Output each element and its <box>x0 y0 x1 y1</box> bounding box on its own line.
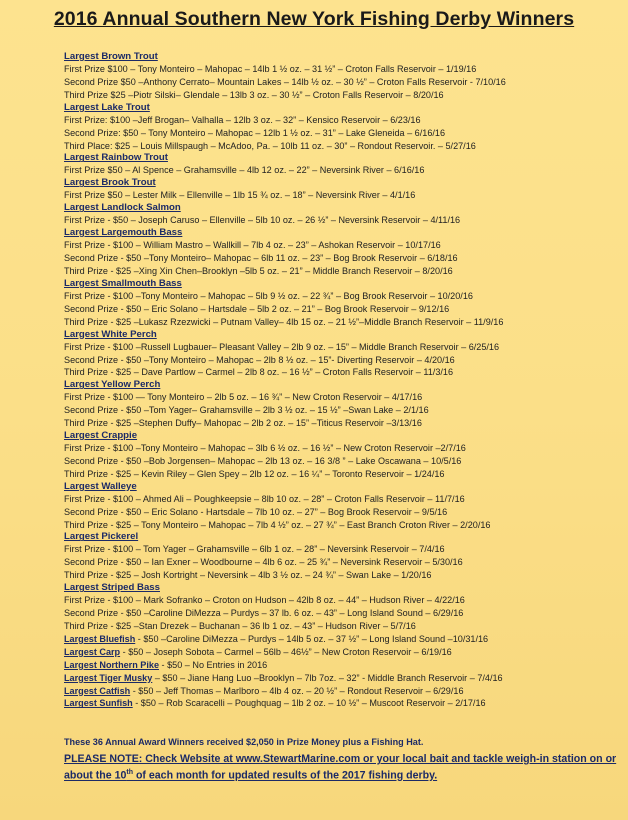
category-heading: Largest Northern Pike <box>64 659 160 670</box>
category-heading: Largest Lake Trout <box>64 101 150 113</box>
category-heading: Largest Yellow Perch <box>64 379 161 391</box>
category-group <box>64 379 624 430</box>
category-heading: Largest Smallmouth Bass <box>64 277 182 289</box>
category-heading: Largest Rainbow Trout <box>64 152 168 164</box>
category-heading: Largest Striped Bass <box>64 582 160 594</box>
winner-entry: First Prize $50 – Al Spence – Grahamsville – 4lb 12 oz. – 22” – Neversink River – 6/16/16 <box>64 165 425 176</box>
winner-entry: Third Prize - $25 – Josh Kortright – Neversink – 4lb 3 ½ oz. – 24 ¾” – Swan Lake – 1/20/16 <box>64 570 432 581</box>
category-heading: Largest Landlock Salmon <box>64 202 181 214</box>
category-group <box>64 582 624 633</box>
footer <box>64 736 624 783</box>
website-note <box>64 753 624 783</box>
category-heading: Largest Sunfish <box>64 698 133 709</box>
winner-entry: Third Prize $25 –Piotr Silski– Glendale – 13lb 3 oz. – 30 ½” – Croton Falls Reservoir – 8/20/16 <box>64 89 444 100</box>
winner-entry: First Prize - $100 – Mark Sofranko – Croton on Hudson – 42lb 8 oz. – 44” – Hudson River – 4/22/16 <box>64 595 465 606</box>
inline-category-entry <box>64 659 624 672</box>
winner-entry: Second Prize $50 –Anthony Cerrato– Mountain Lakes – 14lb ½ oz. – 30 ½” – Croton Falls Reservoir - 7/10/16 <box>64 76 506 87</box>
winner-entry: Second Prize - $50 – Eric Solano – Hartsdale – 5lb 2 oz. – 21” – Bog Brook Reservoir – 9/12/16 <box>64 303 450 314</box>
category-group <box>64 481 624 532</box>
inline-category-entry <box>64 646 624 659</box>
winner-details: - $50 – No Entries in 2016 <box>161 659 268 670</box>
winner-entry: Second Prize: $50 – Tony Monteiro – Mahopac – 12lb 1 ½ oz. – 31” – Lake Gleneida – 6/16/16 <box>64 127 446 138</box>
inline-category-entry <box>64 633 624 646</box>
page-title: 2016 Annual Southern New York Fishing Derby Winners <box>53 8 575 30</box>
winner-entry: First Prize $50 – Lester Milk – Ellenville – 1lb 15 ¾ oz. – 18” – Neversink River – 4/1/16 <box>64 190 416 201</box>
category-heading: Largest Bluefish <box>64 633 136 644</box>
category-heading: Largest Pickerel <box>64 531 139 543</box>
category-heading: Largest White Perch <box>64 328 157 340</box>
winner-entry: First Prize - $100 – Ahmed Ali – Poughkeepsie – 8lb 10 oz. – 28” – Croton Falls Reservoir – 11/7/16 <box>64 493 465 504</box>
category-group <box>64 177 624 202</box>
category-group <box>64 531 624 582</box>
category-heading: Largest Largemouth Bass <box>64 227 183 239</box>
winner-entry: Second Prize - $50 –Tony Monteiro – Mahopac – 2lb 8 ½ oz. – 15”- Diverting Reservoir – 4/20/16 <box>64 354 455 365</box>
winner-entry: Second Prize - $50 – Eric Solano - Hartsdale – 7lb 10 oz. – 27” – Bog Brook Reservoir – 9/5/16 <box>64 506 448 517</box>
category-group <box>64 430 624 481</box>
category-heading: Largest Walleye <box>64 480 137 492</box>
winner-entry: Third Prize - $25 –Lukasz Rzezwicki – Putnam Valley– 4lb 15 oz. – 21 ½”–Middle Branch Reservoir – 11/9/16 <box>64 316 504 327</box>
category-heading: Largest Catfish <box>64 685 131 696</box>
winner-entry: Third Prize - $25 –Xing Xin Chen–Brooklyn –5lb 5 oz. – 21” – Middle Branch Reservoir – 8/20/16 <box>64 265 453 276</box>
winner-details: - $50 – Jeff Thomas – Marlboro – 4lb 4 oz. – 20 ½” – Rondout Reservoir – 6/29/16 <box>132 685 464 696</box>
winner-entry: Third Prize - $25 –Stephen Duffy– Mahopac – 2lb 2 oz. – 15” –Titicus Reservoir –3/13/16 <box>64 418 422 429</box>
winner-details: - $50 – Joseph Sobota – Carmel – 56lb – 46½” – New Croton Reservoir – 6/19/16 <box>122 646 452 657</box>
category-group <box>64 278 624 329</box>
winner-entry: Second Prize - $50 –Tony Monteiro– Mahopac – 6lb 11 oz. – 23” – Bog Brook Reservoir – 6/18/16 <box>64 253 458 264</box>
note-superscript: th <box>126 769 134 776</box>
winner-entry: First Prize: $100 –Jeff Brogan– Valhalla – 12lb 3 oz. – 32” – Kensico Reservoir – 6/23/16 <box>64 114 421 125</box>
inline-category-entry <box>64 672 624 685</box>
category-heading: Largest Brook Trout <box>64 177 156 189</box>
winner-entry: First Prize - $100 – Tom Yager – Grahamsville – 6lb 1 oz. – 28” – Neversink Reservoir – 7/4/16 <box>64 544 445 555</box>
category-heading: Largest Crappie <box>64 430 138 442</box>
winner-entry: Second Prize - $50 –Tom Yager– Grahamsville – 2lb 3 ½ oz. – 15 ½” –Swan Lake – 2/1/16 <box>64 405 429 416</box>
winners-list <box>64 51 624 710</box>
winner-entry: Third Prize - $25 –Stan Drezek – Buchanan – 36 lb 1 oz. – 43” – Hudson River – 5/7/16 <box>64 621 416 631</box>
winner-entry: Third Prize - $25 – Tony Monteiro – Mahopac – 7lb 4 ½” oz. – 27 ¾” – East Branch Croton River – 2/20/16 <box>64 519 491 530</box>
winner-entry: Second Prize - $50 – Ian Exner – Woodbourne – 4lb 6 oz. – 25 ¾” – Neversink Reservoir – 5/30/16 <box>64 557 463 568</box>
winner-entry: First Prize - $100 –Tony Monteiro – Mahopac – 5lb 9 ½ oz. – 22 ¾” – Bog Brook Reservoir – 10/20/16 <box>64 290 473 301</box>
winner-details: – $50 – Jiane Hang Luo –Brooklyn – 7lb 7oz. – 32” - Middle Branch Reservoir – 7/4/16 <box>154 672 503 683</box>
winner-entry: Third Prize - $25 – Kevin Riley – Glen Spey – 2lb 12 oz. – 16 ¼” – Toronto Reservoir – 1/24/16 <box>64 468 445 479</box>
winner-entry: Second Prize - $50 –Caroline DiMezza – Purdys – 37 lb. 6 oz. – 43” – Long Island Sound – 6/29/16 <box>64 608 464 619</box>
winner-entry: First Prize - $50 – Joseph Caruso – Ellenville – 5lb 10 oz. – 26 ½” – Neversink Reservoir – 4/11/16 <box>64 215 461 226</box>
prize-summary: These 36 Annual Award Winners received $2,050 in Prize Money plus a Fishing Hat. <box>64 737 424 747</box>
winner-details: - $50 – Rob Scaracelli – Poughquag – 1lb 2 oz. – 10 ½” – Muscoot Reservoir – 2/17/16 <box>135 698 486 709</box>
category-group <box>64 202 624 227</box>
winner-entry: Third Place: $25 – Louis Millspaugh – McAdoo, Pa. – 10lb 11 oz. – 30” – Rondout Reservoir. – 5/27/16 <box>64 140 476 151</box>
winner-entry: First Prize - $100 – William Mastro – Wallkill – 7lb 4 oz. – 23” – Ashokan Reservoir – 10/17/16 <box>64 240 441 251</box>
inline-category-entry <box>64 697 624 710</box>
category-group <box>64 227 624 278</box>
winner-entry: Second Prize - $50 –Bob Jorgensen– Mahopac – 2lb 13 oz. – 16 3/8 ” – Lake Oscawana – 10/5/16 <box>64 455 462 466</box>
category-group <box>64 102 624 153</box>
category-heading: Largest Tiger Musky <box>64 672 153 683</box>
category-group <box>64 51 624 102</box>
category-heading: Largest Carp <box>64 646 121 657</box>
winner-entry: Third Prize - $25 – Dave Partlow – Carmel – 2lb 8 oz. – 16 ½” – Croton Falls Reservoir – 11/3/16 <box>64 367 454 378</box>
winner-entry: First Prize - $100 –Russell Lugbauer– Pleasant Valley – 2lb 9 oz. – 15” – Middle Branch Reservoir – 6/25/16 <box>64 341 500 352</box>
note-text: PLEASE NOTE: Check Website at www.StewartMarine.com or your local bait and tackle weigh-in station on or about the 10 <box>64 753 617 782</box>
winner-entry: First Prize - $100 — Tony Monteiro – 2lb 5 oz. – 16 ¾” – New Croton Reservoir – 4/17/16 <box>64 392 423 403</box>
winner-entry: First Prize $100 – Tony Monteiro – Mahopac – 14lb 1 ½ oz. – 31 ½” – Croton Falls Reservoir – 1/19/16 <box>64 64 477 74</box>
winner-details: - $50 –Caroline DiMezza – Purdys – 14lb 5 oz. – 37 ½” – Long Island Sound –10/31/16 <box>137 633 489 644</box>
inline-category-entry <box>64 685 624 698</box>
category-group <box>64 329 624 380</box>
note-text-end: of each month for updated results of the 2017 fishing derby. <box>133 769 438 782</box>
category-heading: Largest Brown Trout <box>64 51 158 62</box>
winner-entry: First Prize - $100 –Tony Monteiro – Mahopac – 3lb 6 ½ oz. – 16 ½” – New Croton Reservoir –2/7/16 <box>64 443 466 454</box>
category-group <box>64 152 624 177</box>
